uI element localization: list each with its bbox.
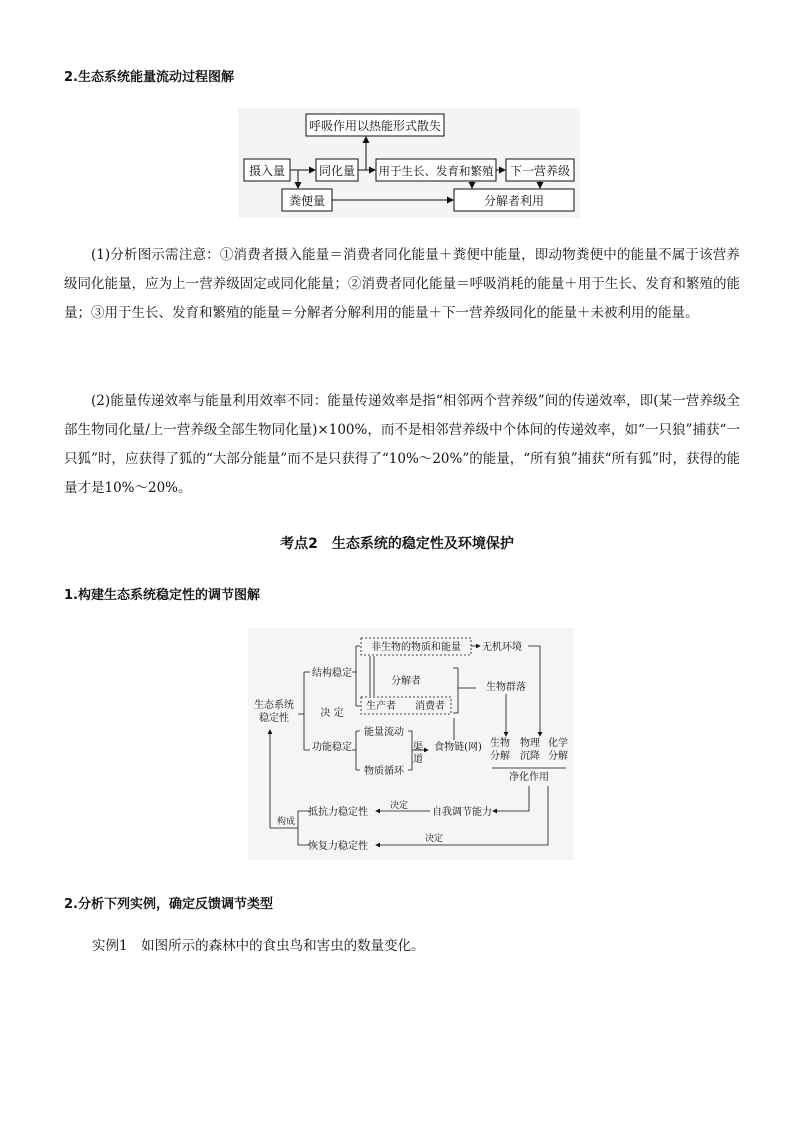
stability-regulation-diagram xyxy=(248,628,574,860)
feces-label: 粪便量 xyxy=(288,194,326,208)
community-label: 生物群落 xyxy=(486,682,526,693)
respiration-label: 呼吸作用以热能形式散失 xyxy=(308,119,442,133)
structure-stability-label: 结构稳定 xyxy=(312,668,352,679)
chem-label-1: 化学 xyxy=(548,738,568,749)
decomposer-label: 分解者 xyxy=(391,676,421,687)
example-1-text: 实例1 如图所示的森林中的食虫鸟和害虫的数量变化。 xyxy=(92,938,425,954)
determine-label-1: 决定 xyxy=(389,801,409,811)
purification-label: 净化作用 xyxy=(509,772,549,783)
ecosystem-stability-label-1: 生态系统 xyxy=(254,700,294,711)
inorganic-env-label: 无机环境 xyxy=(482,642,522,653)
bio-decomp-label-1: 生物 xyxy=(490,738,510,749)
energy-flow-diagram xyxy=(238,108,580,218)
channel-label-1: 渠 xyxy=(413,742,423,753)
section-heading-feedback: 2.分析下列实例，确定反馈调节类型 xyxy=(64,897,273,912)
section-heading-energy-flow: 2.生态系统能量流动过程图解 xyxy=(64,70,234,85)
function-stability-label: 功能稳定 xyxy=(312,742,352,753)
ecosystem-stability-label-2: 稳定性 xyxy=(259,713,289,724)
intake-label: 摄入量 xyxy=(248,164,286,178)
growth-label: 用于生长、发育和繁殖 xyxy=(378,164,494,178)
phys-label-1: 物理 xyxy=(520,738,540,749)
decomposer-label: 分解者利用 xyxy=(483,194,545,208)
section-heading-stability: 1.构建生态系统稳定性的调节图解 xyxy=(64,588,260,603)
consumer-label: 消费者 xyxy=(415,701,445,712)
determine-vertical-label: 决 定 xyxy=(320,708,344,719)
chem-label-2: 分解 xyxy=(548,751,568,762)
abiotic-label: 非生物的物质和能量 xyxy=(371,642,461,653)
bio-decomp-label-2: 分解 xyxy=(490,751,510,762)
energy-flow-label: 能量流动 xyxy=(364,727,404,738)
next-level-label: 下一营养级 xyxy=(509,164,571,178)
self-regulation-label: 自我调节能力 xyxy=(432,807,492,818)
channel-label-2: 道 xyxy=(413,754,423,765)
exam-point-title: 考点2 生态系统的稳定性及环境保护 xyxy=(280,536,514,552)
note-energy-flow-2: (2)能量传递效率与能量利用效率不同：能量传递效率是指“相邻两个营养级”间的传递效率，即(某一营养级全部生物同化量/上一营养级全部生物同化量)×100%，而不是相邻营养级中个体间的传递效率，如“一只狼”捕获“一只狐”时，应获得了狐的“大部分能量”而不是只获得了“10%～20%”的能量，“所有狼”捕获“所有狐”时，获得的能量才是10%～20%。 xyxy=(64,393,740,496)
phys-label-2: 沉降 xyxy=(520,751,540,762)
recovery-label: 恢复力稳定性 xyxy=(308,841,368,852)
resistance-label: 抵抗力稳定性 xyxy=(308,807,368,818)
producer-label: 生产者 xyxy=(366,701,396,712)
note-energy-flow-1: (1)分析图示需注意：①消费者摄入能量＝消费者同化能量＋粪便中能量，即动物粪便中的能量不属于该营养级同化能量，应为上一营养级固定或同化能量；②消费者同化能量＝呼吸消耗的能量＋用于生长、发育和繁殖的能量；③用于生长、发育和繁殖的能量＝分解者分解利用的能量＋下一营养级同化的能量＋未被利用的能量。 xyxy=(64,247,740,321)
determine-label-2: 决定 xyxy=(424,834,444,844)
assimilation-label: 同化量 xyxy=(318,164,356,178)
constitute-label: 构成 xyxy=(276,817,296,827)
food-chain-label: 食物链(网) xyxy=(434,742,482,753)
material-cycle-label: 物质循环 xyxy=(364,766,404,777)
